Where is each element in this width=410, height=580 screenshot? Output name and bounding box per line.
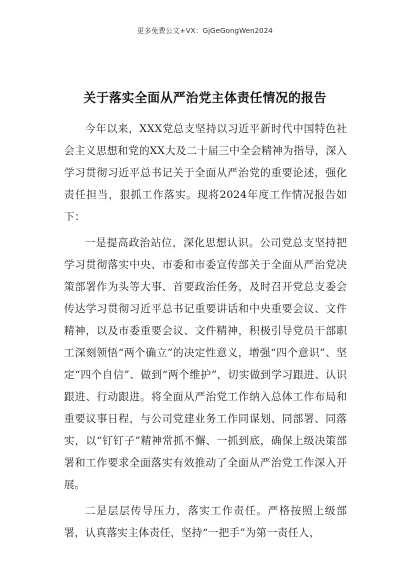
paragraph-second-point: 二是层层传导压力，落实工作责任。严格按照上级部署，认真落实主体责任，坚持“一把手”为第一责任人，: [64, 505, 347, 539]
paragraph-intro: 今年以来，XXX党总支坚持以习近平新时代中国特色社会主义思想和党的XX大及二十届三中全会精神为指导，深入学习贯彻习近平总书记关于全面从严治党的重要论述，强化责任担当，狠抓工作落实。现将2024年度工作情况报告如下：: [64, 123, 347, 223]
document-title: 关于落实全面从严治党主体责任情况的报告: [83, 90, 327, 105]
paragraph-first-point: 一是提高政治站位，深化思想认识。公司党总支坚持把学习贯彻落实中央、市委和市委宣传部关于全面从严治党决策部署作为头等大事、首要政治任务，及时召开党总支委会传达学习贯彻习近平总书记重要讲话和中央重要会议、文件精神，以及市委重要会议、文件精神，积极引导党员干部职工深刻领悟“两个确立”的决定性意义，增强“四个意识”、坚定“四个自信”、做到“两个维护”，切实做到学习跟进、认识跟进、行动跟进。将全面从严治党工作纳入总体工作布局和重要议事日程，与公司党建业务工作同谋划、同部署、同落实，以“钉钉子”精神常抓不懈、一抓到底，确保上级决策部署和工作要求全面落实有效推动了全面从严治党工作深入开展。: [64, 237, 347, 491]
document-body: [64, 118, 347, 548]
header-note: 更多免费公文+VX：GjGeGongWen2024: [137, 27, 273, 35]
